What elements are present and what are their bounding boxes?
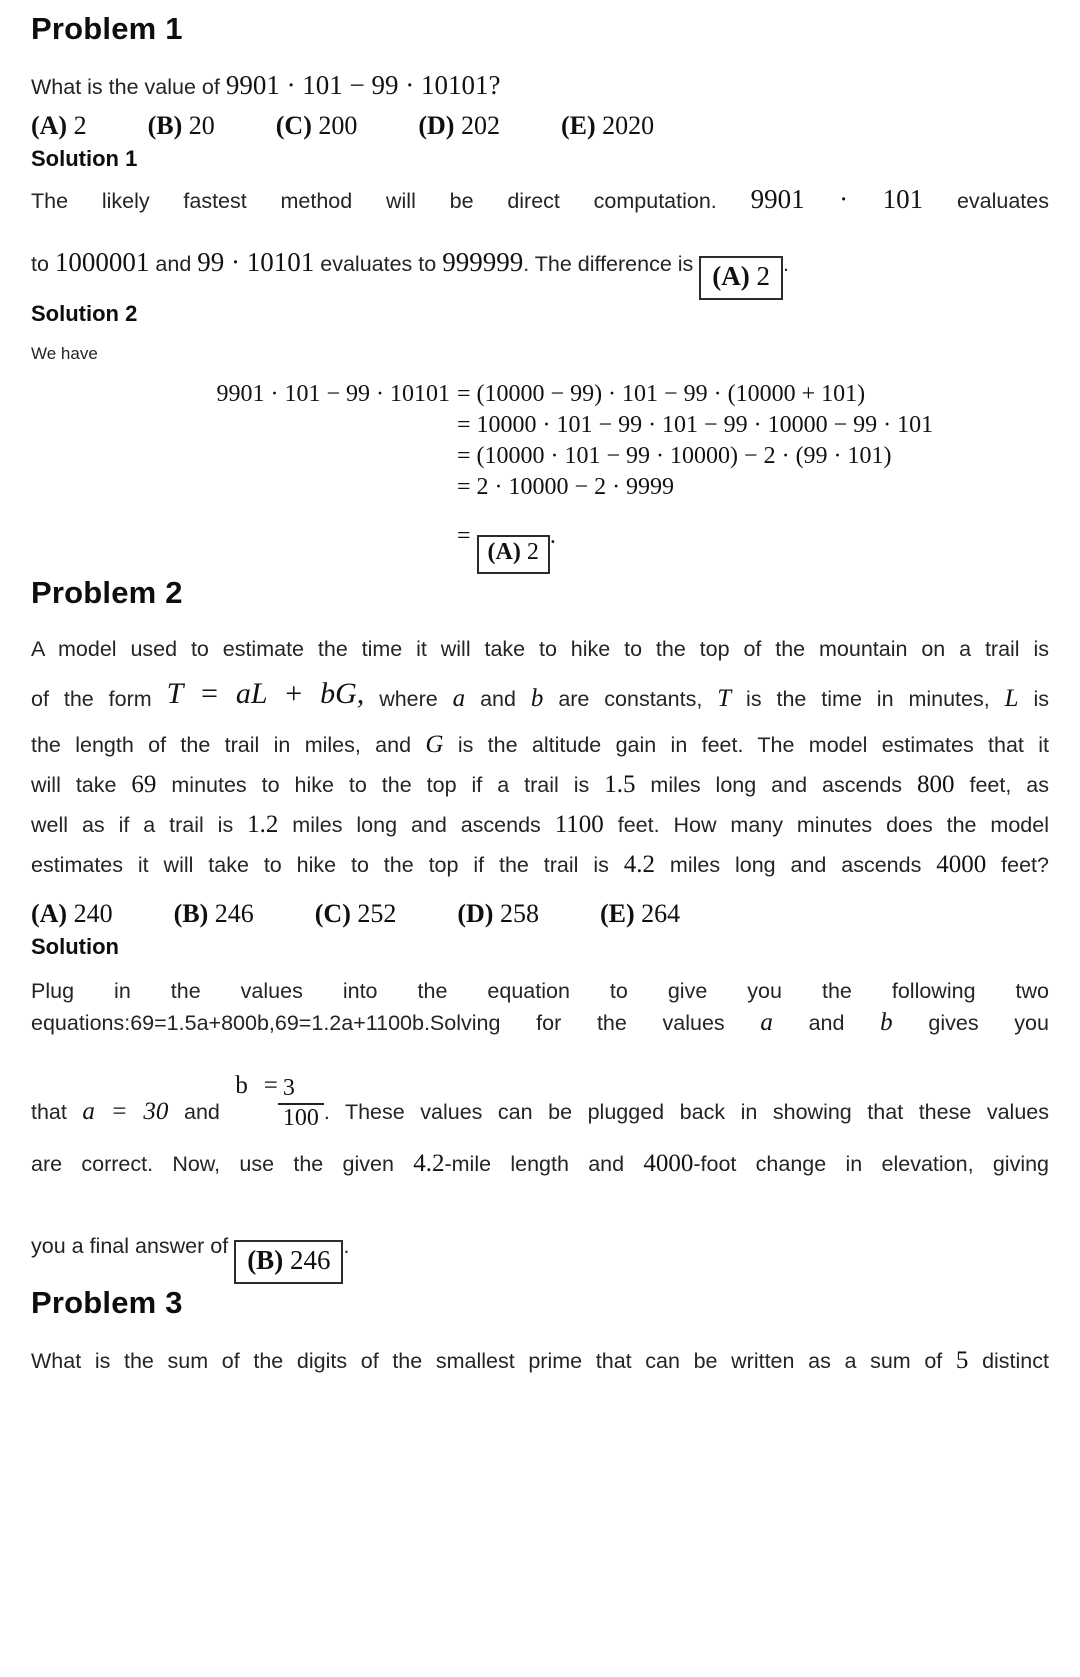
equation-rhs: = (10000 · 101 − 99 · 10000) − 2 · (99 · 101) bbox=[457, 443, 892, 470]
choice-e bbox=[600, 895, 680, 933]
text-run: you a final answer of bbox=[31, 1233, 229, 1258]
choice-e bbox=[561, 107, 654, 145]
choice-b bbox=[148, 107, 215, 145]
math-run: a = 30 bbox=[82, 1097, 169, 1125]
problem1-question bbox=[31, 67, 1049, 105]
problem2-line6 bbox=[31, 845, 1049, 885]
choice-d bbox=[418, 107, 500, 145]
text-run: miles long and ascends bbox=[669, 852, 922, 877]
fraction-lhs: b = bbox=[235, 1071, 278, 1099]
answer-value: 2 bbox=[756, 261, 771, 291]
text-run: -foot change in elevation, giving bbox=[693, 1151, 1050, 1176]
equation-lhs: 9901 · 101 − 99 · 10101 bbox=[216, 381, 450, 408]
equation-lhs bbox=[31, 441, 457, 472]
text-run: . The difference is bbox=[523, 252, 694, 276]
answer-box-problem1 bbox=[699, 256, 783, 300]
text-run: well as if a trail is bbox=[31, 812, 234, 837]
text-run: is the time in minutes, bbox=[746, 686, 990, 711]
text-run: will take bbox=[31, 772, 117, 797]
choice-label: (A) bbox=[31, 898, 68, 928]
math-run: 4000 bbox=[936, 850, 987, 878]
fraction-denominator: 100 bbox=[278, 1103, 324, 1133]
answer-value: 246 bbox=[289, 1244, 331, 1275]
equation-lhs bbox=[31, 508, 457, 574]
choice-label: (D) bbox=[457, 898, 494, 928]
choice-value: 252 bbox=[357, 898, 397, 928]
equation-lhs bbox=[31, 472, 457, 503]
math-run: L bbox=[1004, 684, 1019, 712]
text-run: and bbox=[480, 686, 516, 711]
choice-label: (B) bbox=[173, 898, 209, 928]
math-run: 800 bbox=[917, 770, 955, 798]
text-run: equations:69=1.5a+800b,69=1.2a+1100b.Solving bbox=[31, 1010, 501, 1035]
text-run: are constants, bbox=[558, 686, 703, 711]
choice-label: (D) bbox=[418, 111, 455, 140]
fraction-numerator: 3 bbox=[282, 1075, 295, 1102]
equation-rhs bbox=[457, 508, 556, 574]
text-run: and bbox=[183, 1099, 220, 1124]
problem1-heading: Problem 1 bbox=[31, 11, 183, 46]
choice-a bbox=[31, 895, 113, 933]
problem3-line1 bbox=[31, 1343, 1049, 1379]
text-run: Plug in the values into the equation to give you the following two bbox=[31, 978, 1049, 1003]
math-run: a bbox=[760, 1008, 773, 1036]
equation-rhs: = (10000 − 99) · 101 − 99 · (10000 + 101) bbox=[457, 381, 866, 408]
choice-value: 246 bbox=[214, 898, 254, 928]
text-run: is the altitude gain in feet. The model estimates that it bbox=[457, 732, 1049, 757]
choice-label: (B) bbox=[147, 111, 183, 140]
math-run: 69 bbox=[131, 770, 157, 798]
problem2-solution-heading: Solution bbox=[31, 933, 119, 959]
text-run: gives you bbox=[928, 1010, 1049, 1035]
problem1-question-prefix: What is the value of bbox=[31, 75, 220, 99]
text-run: feet? bbox=[1001, 852, 1049, 877]
problem2-choices bbox=[31, 895, 1049, 933]
choice-c bbox=[276, 107, 358, 145]
choice-value: 200 bbox=[318, 111, 358, 140]
choice-label: (C) bbox=[275, 111, 312, 140]
text-run: . These values can be plugged back in showing that these values bbox=[323, 1099, 1049, 1124]
math-run: 1100 bbox=[554, 810, 604, 838]
equation-rhs: = 10000 · 101 − 99 · 101 − 99 · 10000 − 99 · 101 bbox=[457, 412, 934, 439]
math-run: 999999 bbox=[442, 247, 524, 277]
choice-value: 202 bbox=[460, 111, 500, 140]
math-run: 5 bbox=[955, 1346, 969, 1374]
choice-value: 20 bbox=[188, 111, 215, 140]
math-run: 1000001 bbox=[54, 247, 150, 277]
solution2-intro: We have bbox=[31, 344, 98, 364]
text-run: . bbox=[783, 252, 790, 276]
p2solution-line1 bbox=[31, 976, 1049, 1007]
text-run: miles long and ascends bbox=[650, 772, 903, 797]
problem2-line2 bbox=[31, 668, 1049, 725]
text-run: of the form bbox=[31, 686, 152, 711]
text-run: and bbox=[808, 1010, 845, 1035]
answer-label: (A) bbox=[712, 261, 750, 291]
text-run: evaluates bbox=[956, 189, 1049, 213]
text-run: feet, as bbox=[969, 772, 1049, 797]
problem1-question-math: 9901 · 101 − 99 · 10101? bbox=[225, 70, 501, 100]
text-run: the length of the trail in miles, and bbox=[31, 732, 412, 757]
equation-row bbox=[31, 410, 1049, 441]
choice-label: (A) bbox=[31, 111, 68, 140]
math-run: 9901 · 101 bbox=[750, 184, 924, 214]
choice-label: (C) bbox=[314, 898, 351, 928]
p2solution-line2 bbox=[31, 1007, 1049, 1039]
equation-row-final bbox=[31, 508, 1049, 574]
text-run: that bbox=[31, 1099, 67, 1124]
p2solution-line4 bbox=[31, 1143, 1049, 1185]
text-run: feet. How many minutes does the model bbox=[617, 812, 1049, 837]
text-run: distinct bbox=[982, 1348, 1049, 1373]
equation-lhs bbox=[31, 410, 457, 441]
period: . bbox=[549, 523, 556, 550]
answer-label: (B) bbox=[247, 1244, 284, 1275]
choice-value: 240 bbox=[73, 898, 113, 928]
math-run: 4.2 bbox=[623, 850, 655, 878]
choice-c bbox=[315, 895, 397, 933]
solution1-line1 bbox=[31, 176, 1049, 224]
problem2-line4 bbox=[31, 765, 1049, 805]
solution1-line2 bbox=[31, 232, 1049, 300]
text-run: -mile length and bbox=[444, 1151, 625, 1176]
math-run: 1.2 bbox=[247, 810, 279, 838]
choice-value: 264 bbox=[641, 898, 681, 928]
math-run: T = aL + bG, bbox=[166, 676, 365, 710]
text-run: and bbox=[155, 252, 192, 276]
text-run: is bbox=[1033, 686, 1049, 711]
math-run: 4.2 bbox=[413, 1149, 445, 1177]
math-run: G bbox=[425, 730, 444, 758]
problem2-statement bbox=[31, 631, 1049, 885]
text-run: are correct. Now, use the given bbox=[31, 1151, 394, 1176]
equation-row bbox=[31, 472, 1049, 503]
fraction bbox=[278, 1075, 324, 1132]
choice-b bbox=[174, 895, 254, 933]
math-run: b bbox=[880, 1008, 893, 1036]
text-run: to bbox=[31, 252, 49, 276]
text-run: The likely fastest method will be direct computation. bbox=[31, 189, 717, 213]
problem3-heading: Problem 3 bbox=[31, 1284, 183, 1320]
text-run: A model used to estimate the time it will take to hike to the top of the mountain on a trail is bbox=[31, 636, 1049, 661]
text-run: where bbox=[379, 686, 438, 711]
math-run: a bbox=[452, 684, 466, 712]
math-run: 4000 bbox=[643, 1149, 694, 1177]
text-run: What is the sum of the digits of the smallest prime that can be written as a sum of bbox=[31, 1348, 943, 1373]
text-run: evaluates to bbox=[320, 252, 437, 276]
choice-label: (E) bbox=[560, 111, 596, 140]
choice-d bbox=[457, 895, 539, 933]
answer-box-solution2 bbox=[477, 535, 550, 574]
problem2-line3 bbox=[31, 725, 1049, 765]
text-run: . bbox=[343, 1233, 350, 1258]
math-run: 99 · 10101 bbox=[197, 247, 315, 277]
p2solution-line3 bbox=[31, 1039, 1049, 1143]
math-run: T bbox=[717, 684, 732, 712]
choice-value: 2 bbox=[73, 111, 87, 140]
answer-box-problem2 bbox=[234, 1240, 343, 1284]
problem1-choices bbox=[31, 107, 1049, 145]
p2solution-line5 bbox=[31, 1215, 1049, 1284]
math-run: b bbox=[530, 684, 544, 712]
solution1-heading: Solution 1 bbox=[31, 146, 138, 171]
text-run: for the values bbox=[536, 1010, 725, 1035]
problem2-line5 bbox=[31, 805, 1049, 845]
choice-label: (E) bbox=[599, 898, 635, 928]
solution2-heading: Solution 2 bbox=[31, 301, 138, 327]
choice-value: 2020 bbox=[602, 111, 655, 140]
text-run: minutes to hike to the top if a trail is bbox=[171, 772, 590, 797]
equation-row bbox=[31, 379, 1049, 410]
problem2-heading: Problem 2 bbox=[31, 574, 183, 610]
choice-a bbox=[31, 107, 87, 145]
math-run: 1.5 bbox=[604, 770, 636, 798]
answer-value: 2 bbox=[526, 539, 539, 566]
choice-value: 258 bbox=[499, 898, 539, 928]
text-run: miles long and ascends bbox=[292, 812, 541, 837]
text-run: estimates it will take to hike to the top if the trail is bbox=[31, 852, 609, 877]
answer-label: (A) bbox=[487, 539, 521, 566]
solution2-equations bbox=[31, 379, 1049, 574]
equation-rhs: = 2 · 10000 − 2 · 9999 bbox=[457, 474, 675, 501]
problem2-line1 bbox=[31, 631, 1049, 668]
equation-row bbox=[31, 441, 1049, 472]
equals-sign: = bbox=[457, 523, 471, 550]
